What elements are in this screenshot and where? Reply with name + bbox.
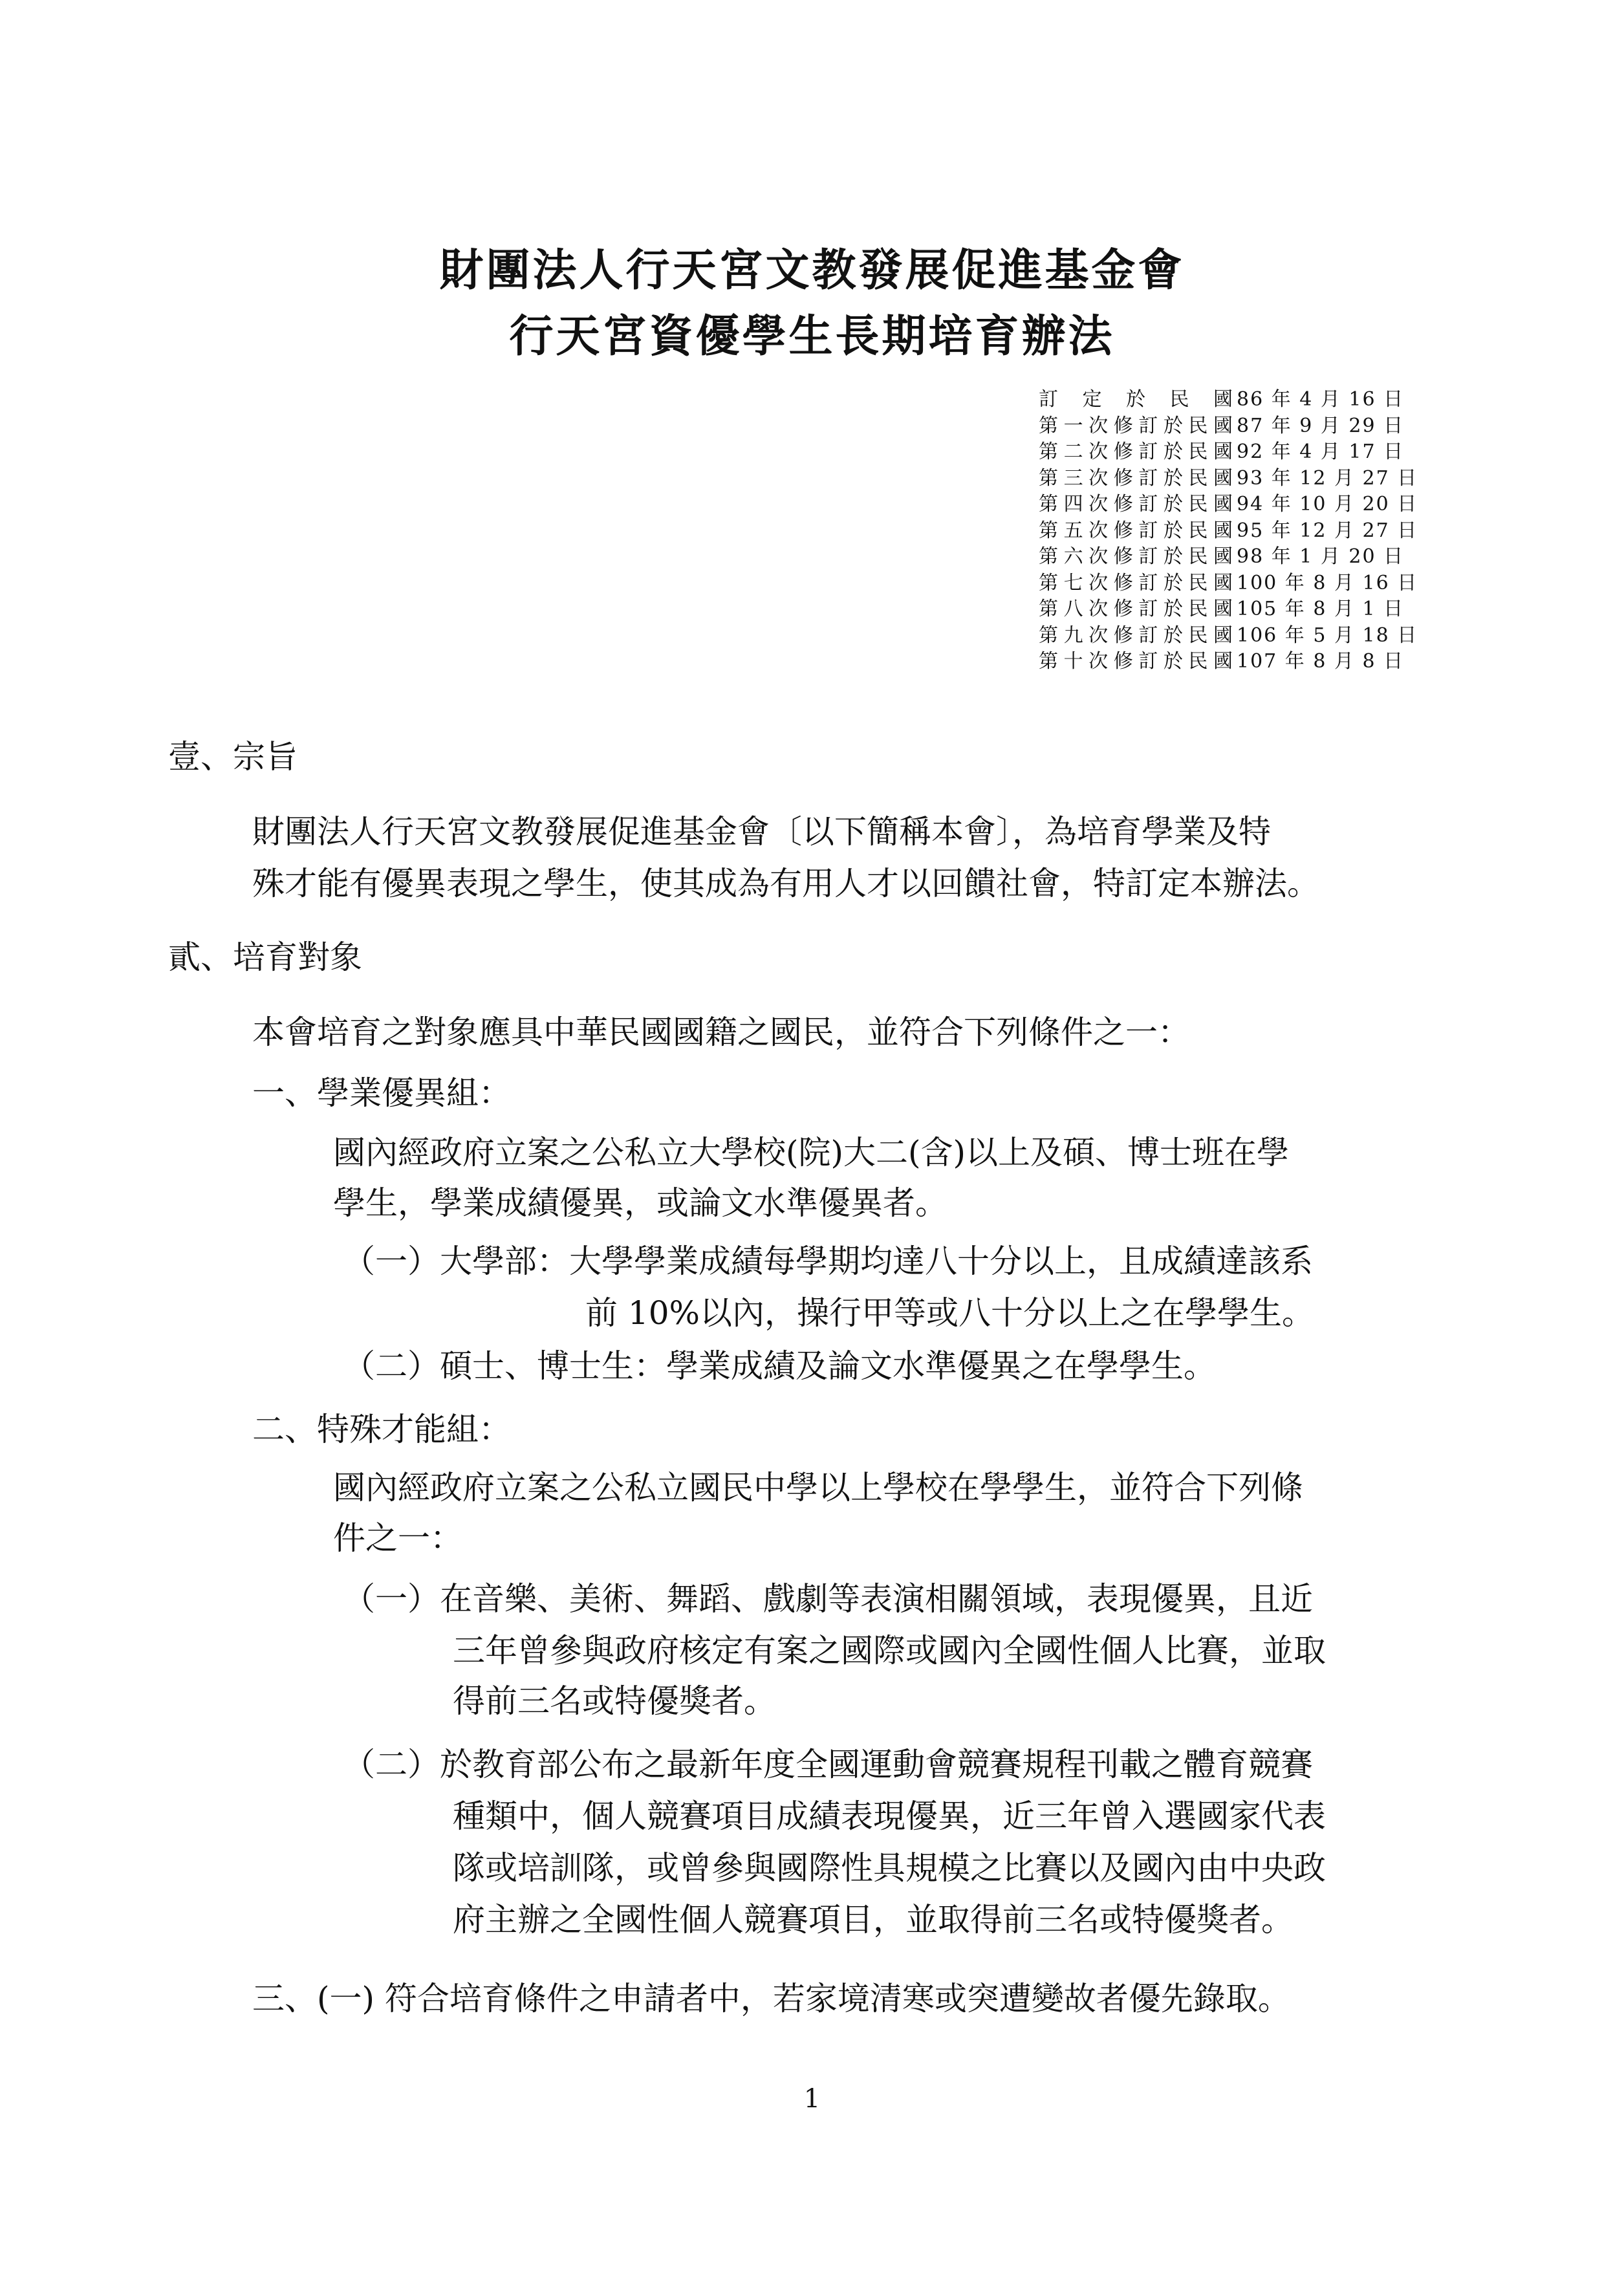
- document-title: 財團法人行天宮文教發展促進基金會: [439, 244, 1185, 296]
- revision-date: 86 年 4 月 16 日: [1237, 388, 1405, 411]
- group1-item1-line: （一）大學部：大學學業成績每學期均達八十分以上，且成績達該系: [343, 1243, 1313, 1280]
- group2-item1-line: 得前三名或特優獎者。: [453, 1682, 776, 1720]
- revision-line: [1039, 518, 1440, 545]
- section1-heading: 壹、宗旨: [168, 738, 298, 776]
- revision-history: [1039, 387, 1440, 675]
- revision-date: 106 年 5 月 18 日: [1237, 624, 1418, 647]
- revision-date: 95 年 12 月 27 日: [1237, 519, 1418, 542]
- revision-line: [1039, 466, 1440, 492]
- revision-date: 98 年 1 月 20 日: [1237, 545, 1405, 568]
- group2-item2-line: 隊或培訓隊，或曾參與國際性具規模之比賽以及國內由中央政: [453, 1849, 1326, 1887]
- revision-line: [1039, 413, 1440, 440]
- group2-item2-line: （二）於教育部公布之最新年度全國運動會競賽規程刊載之體育競賽: [343, 1746, 1313, 1783]
- revision-line: [1039, 570, 1440, 597]
- revision-label: 第七次修訂於民國: [1039, 571, 1233, 594]
- revision-line: [1039, 596, 1440, 623]
- revision-line: [1039, 387, 1440, 413]
- revision-line: [1039, 649, 1440, 675]
- group2-item2-line: 種類中，個人競賽項目成績表現優異，近三年曾入選國家代表: [453, 1797, 1326, 1835]
- item3-line: 三、(一) 符合培育條件之申請者中，若家境清寒或突遭變故者優先錄取。: [252, 1980, 1290, 2017]
- group2-heading: 二、特殊才能組：: [252, 1411, 511, 1448]
- group2-item1-line: 三年曾參與政府核定有案之國際或國內全國性個人比賽，並取: [453, 1632, 1326, 1669]
- revision-date: 94 年 10 月 20 日: [1237, 493, 1418, 516]
- group2-item2-line: 府主辦之全國性個人競賽項目，並取得前三名或特優獎者。: [453, 1901, 1294, 1938]
- group2-description-line: 國內經政府立案之公私立國民中學以上學校在學學生，並符合下列條: [333, 1469, 1303, 1506]
- group1-item1-line: 前 10%以內，操行甲等或八十分以上之在學學生。: [585, 1294, 1315, 1332]
- revision-line: [1039, 492, 1440, 518]
- section2-heading: 貳、培育對象: [168, 939, 362, 976]
- revision-label: 第五次修訂於民國: [1039, 519, 1233, 542]
- group1-description-line: 學生，學業成績優異，或論文水準優異者。: [333, 1184, 947, 1222]
- revision-label: 第八次修訂於民國: [1039, 598, 1233, 620]
- revision-label: 第三次修訂於民國: [1039, 466, 1233, 490]
- revision-date: 87 年 9 月 29 日: [1237, 414, 1405, 437]
- revision-label: 第十次修訂於民國: [1039, 650, 1233, 673]
- revision-label: 第六次修訂於民國: [1039, 545, 1233, 568]
- revision-label: 第一次修訂於民國: [1039, 414, 1233, 437]
- group2-item1-line: （一）在音樂、美術、舞蹈、戲劇等表演相關領域，表現優異，且近: [343, 1580, 1313, 1618]
- revision-label: 第二次修訂於民國: [1039, 440, 1233, 463]
- revision-date: 107 年 8 月 8 日: [1237, 650, 1405, 673]
- section2-intro: 本會培育之對象應具中華民國國籍之國民，並符合下列條件之一：: [252, 1014, 1190, 1051]
- document-subtitle: 行天宮資優學生長期培育辦法: [509, 310, 1115, 362]
- revision-date: 105 年 8 月 1 日: [1237, 598, 1405, 620]
- revision-line: [1039, 623, 1440, 649]
- group2-description-line: 件之一：: [333, 1519, 462, 1557]
- section1-paragraph-line: 財團法人行天宮文教發展促進基金會〔以下簡稱本會〕，為培育學業及特: [252, 813, 1271, 851]
- revision-line: [1039, 439, 1440, 466]
- revision-date: 92 年 4 月 17 日: [1237, 440, 1405, 463]
- revision-label: 訂定於民國: [1039, 388, 1233, 411]
- group1-description-line: 國內經政府立案之公私立大學校(院)大二(含)以上及碩、博士班在學: [333, 1134, 1290, 1171]
- revision-label: 第九次修訂於民國: [1039, 624, 1233, 647]
- revision-label: 第四次修訂於民國: [1039, 493, 1233, 516]
- group1-item2-line: （二）碩士、博士生：學業成績及論文水準優異之在學學生。: [343, 1347, 1216, 1385]
- revision-date: 100 年 8 月 16 日: [1237, 571, 1418, 594]
- section1-paragraph-line: 殊才能有優異表現之學生，使其成為有用人才以回饋社會，特訂定本辦法。: [252, 865, 1319, 902]
- page-number: 1: [803, 2084, 821, 2114]
- revision-line: [1039, 544, 1440, 570]
- group1-heading: 一、學業優異組：: [252, 1074, 511, 1112]
- revision-date: 93 年 12 月 27 日: [1237, 466, 1418, 490]
